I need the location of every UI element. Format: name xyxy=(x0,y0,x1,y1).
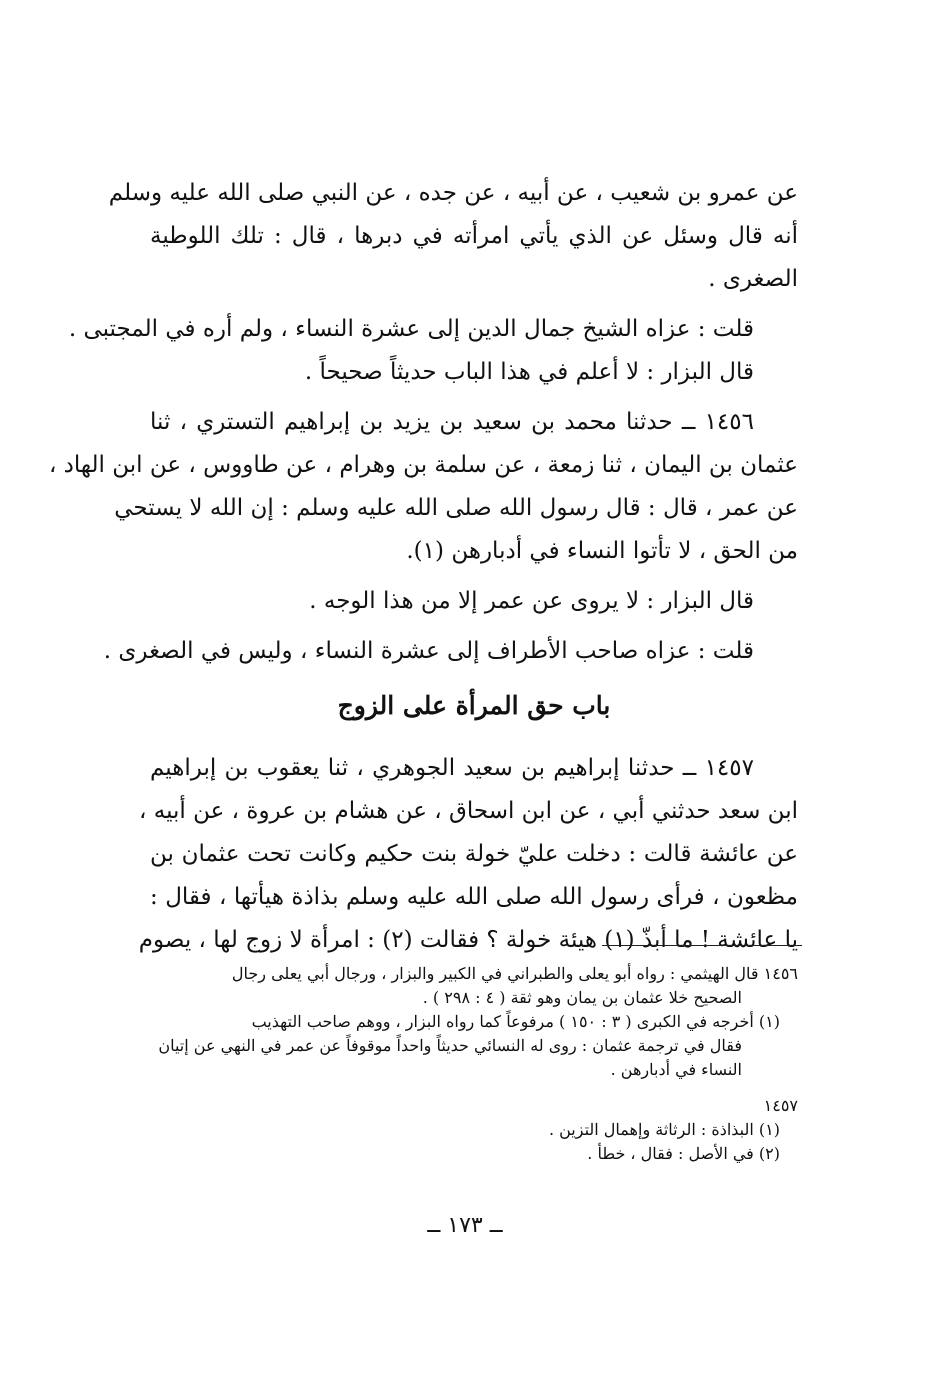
body-line: مظعون ، فرأى رسول الله صلى الله عليه وسلم بذاذة هيأتها ، فقال : xyxy=(150,884,798,910)
footnote-number: ١٤٥٧ xyxy=(763,1096,798,1115)
footnote-line: الصحيح خلا عثمان بن يمان وهو ثقة ( ٤ : ٢٩٨ ) . xyxy=(422,988,742,1007)
body-line: قلت : عزاه الشيخ جمال الدين إلى عشرة النساء ، ولم أره في المجتبى . xyxy=(68,316,754,342)
body-line: أنه قال وسئل عن الذي يأتي امرأته في دبرها ، قال : تلك اللوطية xyxy=(150,223,798,249)
body-line: قال البزار : لا يروى عن عمر إلا من هذا الوجه . xyxy=(309,588,754,614)
body-line: ١٤٥٧ ــ حدثنا إبراهيم بن سعيد الجوهري ، ثنا يعقوب بن إبراهيم xyxy=(150,755,754,781)
footnote-line: (١) أخرجه في الكبرى ( ٣ : ١٥٠ ) مرفوعاً كما رواه البزار ، ووهم صاحب التهذيب xyxy=(251,1012,780,1031)
body-line: من الحق ، لا تأتوا النساء في أدبارهن (١). xyxy=(406,538,798,564)
body-line: الصغرى . xyxy=(708,266,798,292)
body-line: عثمان بن اليمان ، ثنا زمعة ، عن سلمة بن وهرام ، عن طاووس ، عن ابن الهاد ، xyxy=(48,452,798,478)
footnote-line: فقال في ترجمة عثمان : روى له النسائي حديثاً واحداً موقوفاً عن عمر في النهي عن إتيان xyxy=(158,1036,742,1055)
footnote-separator xyxy=(602,945,802,946)
page-body xyxy=(48,172,798,962)
body-line: ابن سعد حدثني أبي ، عن ابن اسحاق ، عن هشام بن عروة ، عن أبيه ، xyxy=(139,798,798,824)
body-line: قلت : عزاه صاحب الأطراف إلى عشرة النساء ، وليس في الصغرى . xyxy=(103,638,754,664)
footnote-line: ١٤٥٦ قال الهيثمي : رواه أبو يعلى والطبراني في الكبير والبزار ، ورجال أبي يعلى رجال xyxy=(231,964,798,983)
body-line: عن عائشة قالت : دخلت عليّ خولة بنت حكيم وكانت تحت عثمان بن xyxy=(150,841,798,867)
body-line: يا عائشة ! ما أبذّ (١) هيئة خولة ؟ فقالت (٢) : امرأة لا زوج لها ، يصوم xyxy=(138,927,798,953)
footnotes xyxy=(145,962,798,1166)
page-number: ــ ١٧٣ ــ xyxy=(427,1213,503,1238)
body-line: قال البزار : لا أعلم في هذا الباب حديثاً صحيحاً . xyxy=(304,359,754,385)
footnote-line: النساء في أدبارهن . xyxy=(610,1060,742,1079)
footnote-line: (٢) في الأصل : فقال ، خطأ . xyxy=(587,1144,780,1163)
footnote-line: (١) البذاذة : الرثاثة وإهمال التزين . xyxy=(548,1120,780,1139)
section-heading: باب حق المرأة على الزوج xyxy=(337,691,611,720)
body-line: ١٤٥٦ ــ حدثنا محمد بن سعيد بن يزيد بن إبراهيم التستري ، ثنا xyxy=(150,409,754,435)
body-line: عن عمر ، قال : قال رسول الله صلى الله عليه وسلم : إن الله لا يستحي xyxy=(114,495,798,521)
body-line: عن عمرو بن شعيب ، عن أبيه ، عن جده ، عن النبي صلى الله عليه وسلم xyxy=(108,180,798,206)
